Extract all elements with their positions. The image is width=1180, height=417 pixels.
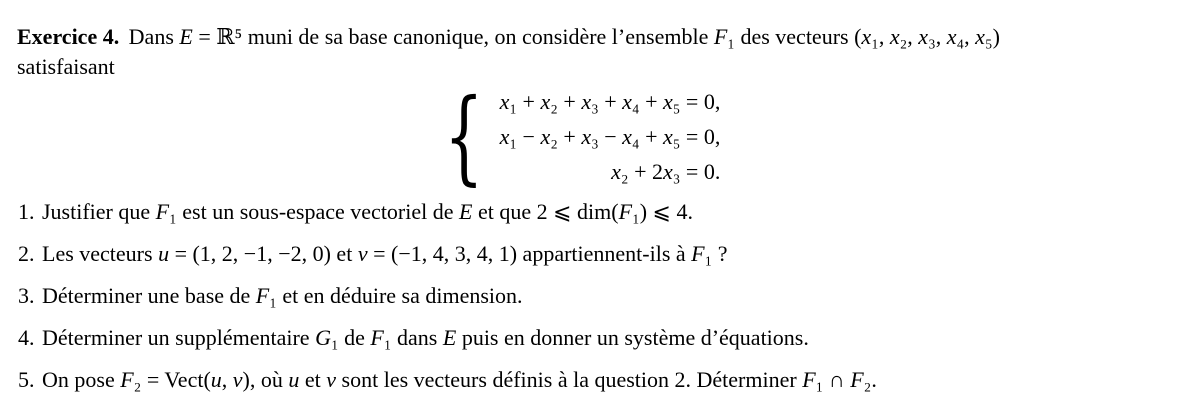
question-item-1 xyxy=(17,197,1163,227)
question-list xyxy=(17,197,1163,395)
question-number: 4. xyxy=(18,325,35,350)
left-brace-delimiter: { xyxy=(444,76,484,196)
question-item-5 xyxy=(17,365,1163,395)
question-item-4 xyxy=(17,323,1163,353)
question-text: Déterminer une base de F₁ et en déduire sa dimension. xyxy=(42,283,523,308)
question-number: 3. xyxy=(18,283,35,308)
equation-column xyxy=(500,84,721,189)
question-number: 1. xyxy=(18,199,35,224)
exercise-intro xyxy=(17,22,1163,82)
question-text: Les vecteurs u = (1, 2, −1, −2, 0) et v = (−1, 4, 3, 4, 1) appartiennent-ils à F₁ ? xyxy=(42,241,728,266)
equation-row-1: x₁ + x₂ + x₃ + x₄ + x₅ = 0, xyxy=(499,89,721,114)
question-item-2 xyxy=(17,239,1163,269)
question-text: Justifier que F₁ est un sous-espace vectoriel de E et que 2 ⩽ dim(F₁) ⩽ 4. xyxy=(42,199,693,224)
question-number: 5. xyxy=(18,367,35,392)
intro-line-1: Exercice 4. Dans E = ℝ⁵ muni de sa base canonique, on considère l’ensemble F₁ des vecteurs (x₁, x₂, x₃, x₄, x₅) xyxy=(17,24,1000,49)
equation-row-3: x₂ + 2x₃ = 0. xyxy=(611,159,721,184)
equation-system xyxy=(432,76,721,196)
question-number: 2. xyxy=(18,241,35,266)
equation-row-2: x₁ − x₂ + x₃ − x₄ + x₅ = 0, xyxy=(499,124,721,149)
question-item-3 xyxy=(17,281,1163,311)
intro-line-2: satisfaisant xyxy=(17,54,115,79)
question-text: Déterminer un supplémentaire G₁ de F₁ dans E puis en donner un système d’équations. xyxy=(42,325,809,350)
question-text: On pose F₂ = Vect(u, v), où u et v sont les vecteurs définis à la question 2. Déterminer F₁ ∩ F₂. xyxy=(42,367,877,392)
